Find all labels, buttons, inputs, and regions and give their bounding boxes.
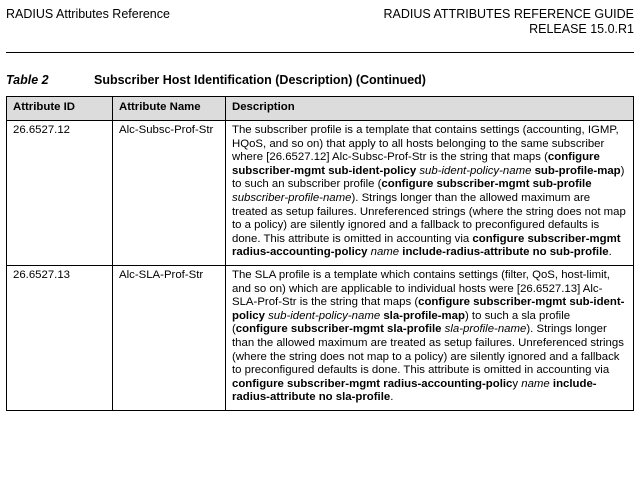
guide-name: RADIUS ATTRIBUTES REFERENCE GUIDE xyxy=(383,7,634,21)
description-text: ). Strings longer than the allowed maximum are treated as setup failures. Unreferenced strings (where the string does not map to a policy) are silently ignored and a fallback to preconfigured defaults is done. This attribute is omitted in accounting via xyxy=(232,323,624,377)
parameter-placeholder: sub-ident-policy-name xyxy=(419,164,532,177)
description-cell xyxy=(226,121,634,266)
description-cell xyxy=(226,265,634,410)
header-attribute-id: Attribute ID xyxy=(7,97,113,121)
description-text: ). Strings longer than the allowed maximum are treated as setup failures. Unreferenced strings (where the string does not map to a policy) are silently ignored and a fallback to preconfigured defaults is done. This attribute is omitted in accounting via xyxy=(232,191,626,245)
running-header-guide xyxy=(384,7,635,37)
attribute-name-cell: Alc-SLA-Prof-Str xyxy=(113,265,226,410)
command-keyword: include-radius-attribute no sub-profile xyxy=(399,246,609,259)
command-keyword: sla-profile-map xyxy=(380,309,465,322)
table-row xyxy=(7,265,634,410)
command-keyword: configure subscriber-mgmt sub-ident-policy xyxy=(232,151,600,177)
table-title: Subscriber Host Identification (Description) (Continued) xyxy=(94,73,426,87)
table-number: Table 2 xyxy=(6,73,49,87)
parameter-placeholder: name xyxy=(370,246,400,259)
parameter-placeholder: subscriber-profile-name xyxy=(232,191,352,204)
parameter-placeholder: name xyxy=(521,377,550,390)
table-caption xyxy=(6,73,426,87)
command-keyword: include-radius-attribute no sla-profile xyxy=(232,377,597,404)
description-text: . xyxy=(608,246,612,259)
command-keyword: configure subscriber-mgmt sub-ident-policy xyxy=(232,296,625,322)
parameter-placeholder: sub-ident-policy-name xyxy=(268,309,381,322)
command-keyword: sub-profile-map xyxy=(531,164,621,177)
command-keyword: configure subscriber-mgmt radius-accounting-polic xyxy=(232,377,513,390)
attribute-id-cell: 26.6527.12 xyxy=(7,121,113,266)
description-text: ) to such an subscriber profile ( xyxy=(232,164,625,191)
header-description: Description xyxy=(226,97,634,121)
table-header-row xyxy=(7,97,634,121)
command-keyword: configure subscriber-mgmt radius-accounting-policy xyxy=(232,232,621,259)
table-row xyxy=(7,121,634,266)
description-text: . xyxy=(390,391,394,404)
command-keyword: configure subscriber-mgmt sub-profile xyxy=(381,178,592,191)
description-text: y xyxy=(512,377,522,390)
release-label: RELEASE 15.0.R1 xyxy=(529,22,634,36)
description-text: The subscriber profile is a template that contains settings (accounting, IGMP, HQoS, and so on) that apply to all hosts belonging to the same subscriber where [26.6527.12] Alc-Subsc-Prof-Str is the string that maps ( xyxy=(232,124,619,164)
attribute-id-cell: 26.6527.13 xyxy=(7,265,113,410)
parameter-placeholder: sla-profile-name xyxy=(444,323,527,336)
description-text: ) to such a sla profile ( xyxy=(232,309,571,336)
header-attribute-name: Attribute Name xyxy=(113,97,226,121)
running-header-title: RADIUS Attributes Reference xyxy=(6,7,170,21)
header-divider xyxy=(6,52,634,53)
command-keyword: configure subscriber-mgmt sla-profile xyxy=(235,323,442,336)
description-text: The SLA profile is a template which contains settings (filter, QoS, host-limit, and so on) which are applicable to individual hosts were [26.6527.13] Alc-SLA-Prof-Str is the string that maps ( xyxy=(232,268,610,309)
attribute-name-cell: Alc-Subsc-Prof-Str xyxy=(113,121,226,266)
attributes-table xyxy=(6,96,634,411)
